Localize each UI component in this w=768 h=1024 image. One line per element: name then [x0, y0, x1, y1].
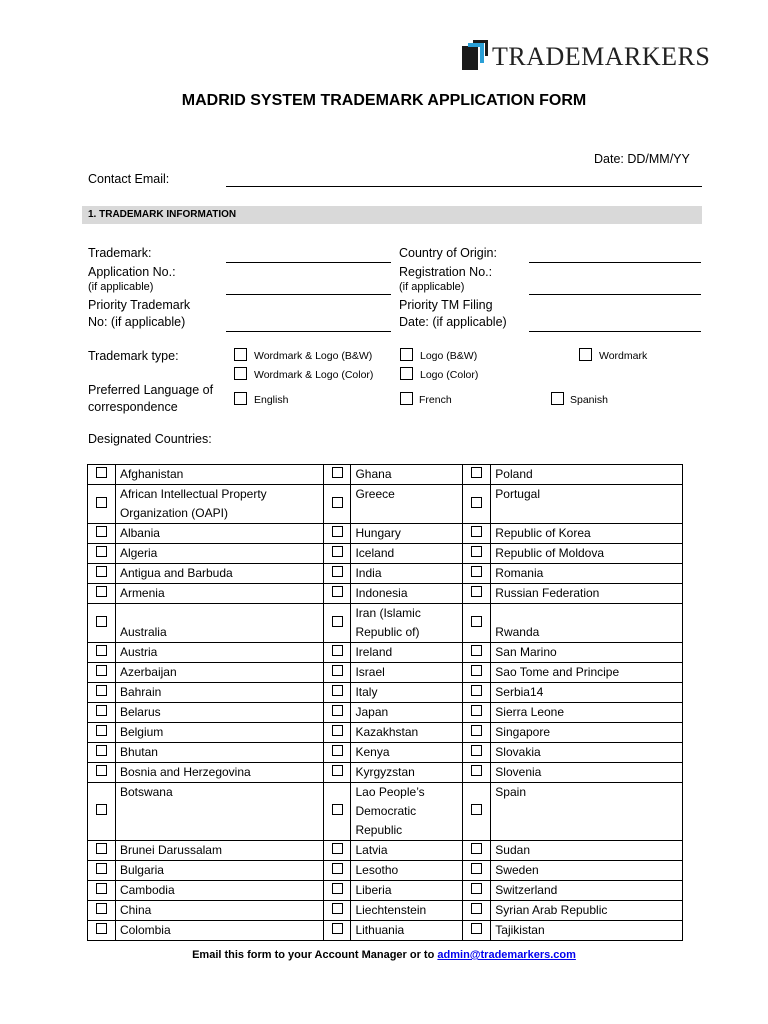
designated-countries-label: Designated Countries:: [88, 432, 212, 446]
country-name: Republic of Korea: [491, 524, 683, 544]
country-name: Bulgaria: [115, 861, 323, 881]
admin-email-link[interactable]: admin@trademarkers.com: [437, 949, 576, 961]
trademark-label: Trademark:: [88, 246, 152, 260]
country-name: Hungary: [351, 524, 463, 544]
country-checkbox-cell[interactable]: [88, 643, 116, 663]
country-name: Slovenia: [491, 763, 683, 783]
language-english-checkbox[interactable]: [234, 392, 247, 405]
country-row: [88, 881, 683, 901]
country-row: [88, 544, 683, 564]
country-checkbox-cell[interactable]: [323, 921, 351, 941]
country-name: Republic of Moldova: [491, 544, 683, 564]
country-checkbox-cell[interactable]: [463, 783, 491, 841]
country-row: [88, 743, 683, 763]
country-checkbox[interactable]: [471, 467, 482, 478]
logo-mark-icon: [460, 40, 488, 70]
country-checkbox-cell[interactable]: [463, 683, 491, 703]
country-checkbox[interactable]: [471, 863, 482, 874]
application-no-note: (if applicable): [88, 281, 154, 293]
country-name: Lao People’s Democratic Republic: [351, 783, 463, 841]
footer-text: Email this form to your Account Manager or to: [192, 949, 438, 961]
country-checkbox[interactable]: [96, 546, 107, 557]
country-checkbox[interactable]: [471, 546, 482, 557]
country-name: China: [115, 901, 323, 921]
country-row: [88, 763, 683, 783]
country-name: Syrian Arab Republic: [491, 901, 683, 921]
country-checkbox[interactable]: [96, 566, 107, 577]
country-name: Slovakia: [491, 743, 683, 763]
country-checkbox-cell[interactable]: [88, 783, 116, 841]
application-no-field[interactable]: [226, 294, 391, 295]
country-checkbox-cell[interactable]: [463, 703, 491, 723]
country-checkbox-cell[interactable]: [88, 901, 116, 921]
country-checkbox[interactable]: [332, 883, 343, 894]
language-english-label: English: [254, 394, 289, 406]
country-checkbox-cell[interactable]: [88, 663, 116, 683]
country-checkbox-cell[interactable]: [88, 703, 116, 723]
registration-no-label: Registration No.:: [399, 265, 493, 279]
country-checkbox-cell[interactable]: [323, 465, 351, 485]
type-logo-bw-checkbox[interactable]: [400, 348, 413, 361]
country-checkbox[interactable]: [332, 705, 343, 716]
country-name: Japan: [351, 703, 463, 723]
country-checkbox[interactable]: [471, 645, 482, 656]
country-name: Botswana: [115, 783, 323, 841]
country-name: Portugal: [491, 485, 683, 524]
country-checkbox[interactable]: [332, 566, 343, 577]
country-name: Latvia: [351, 841, 463, 861]
country-checkbox-cell[interactable]: [88, 564, 116, 584]
country-checkbox[interactable]: [471, 843, 482, 854]
country-checkbox[interactable]: [332, 843, 343, 854]
country-name: San Marino: [491, 643, 683, 663]
contact-email-field[interactable]: [226, 186, 702, 187]
country-checkbox-cell[interactable]: [463, 841, 491, 861]
language-french-label: French: [419, 394, 452, 406]
country-name: Sudan: [491, 841, 683, 861]
country-checkbox[interactable]: [332, 903, 343, 914]
countries-table: [87, 464, 683, 941]
country-checkbox[interactable]: [471, 745, 482, 756]
priority-tm-label-1: Priority Trademark: [88, 298, 191, 312]
country-checkbox[interactable]: [96, 665, 107, 676]
country-checkbox[interactable]: [332, 745, 343, 756]
priority-date-label-2: Date: (if applicable): [399, 315, 507, 329]
country-of-origin-field[interactable]: [529, 262, 701, 263]
country-checkbox-cell[interactable]: [88, 584, 116, 604]
country-row: [88, 485, 683, 524]
date-label: Date: DD/MM/YY: [594, 152, 690, 166]
country-checkbox-cell[interactable]: [88, 841, 116, 861]
country-checkbox-cell[interactable]: [463, 604, 491, 643]
country-name: Armenia: [115, 584, 323, 604]
country-row: [88, 465, 683, 485]
country-checkbox[interactable]: [332, 923, 343, 934]
country-checkbox-cell[interactable]: [323, 763, 351, 783]
page-title: MADRID SYSTEM TRADEMARK APPLICATION FORM: [181, 92, 587, 109]
country-checkbox-cell[interactable]: [323, 544, 351, 564]
country-name: Poland: [491, 465, 683, 485]
country-checkbox-cell[interactable]: [88, 921, 116, 941]
country-checkbox[interactable]: [471, 616, 482, 627]
section-header-trademark-info: [82, 206, 702, 224]
country-checkbox-cell[interactable]: [323, 743, 351, 763]
country-checkbox-cell[interactable]: [323, 683, 351, 703]
language-spanish-label: Spanish: [570, 394, 608, 406]
country-checkbox-cell[interactable]: [323, 783, 351, 841]
type-wordmark-label: Wordmark: [599, 350, 648, 362]
country-checkbox[interactable]: [96, 586, 107, 597]
country-checkbox-cell[interactable]: [88, 465, 116, 485]
country-checkbox-cell[interactable]: [88, 763, 116, 783]
country-name: Sierra Leone: [491, 703, 683, 723]
country-name: Liberia: [351, 881, 463, 901]
country-checkbox[interactable]: [96, 745, 107, 756]
country-name: Sao Tome and Principe: [491, 663, 683, 683]
country-checkbox[interactable]: [96, 903, 107, 914]
country-checkbox[interactable]: [96, 685, 107, 696]
country-checkbox[interactable]: [96, 467, 107, 478]
country-checkbox[interactable]: [471, 665, 482, 676]
country-checkbox[interactable]: [96, 923, 107, 934]
country-name: Liechtenstein: [351, 901, 463, 921]
country-checkbox[interactable]: [471, 765, 482, 776]
country-name: Lesotho: [351, 861, 463, 881]
country-checkbox-cell[interactable]: [323, 703, 351, 723]
country-of-origin-label: Country of Origin:: [399, 246, 497, 260]
country-name: Ireland: [351, 643, 463, 663]
country-checkbox-cell[interactable]: [463, 643, 491, 663]
country-name: Romania: [491, 564, 683, 584]
country-name: Lithuania: [351, 921, 463, 941]
trademark-type-label: Trademark type:: [88, 349, 179, 363]
country-name: Kazakhstan: [351, 723, 463, 743]
country-checkbox[interactable]: [332, 467, 343, 478]
country-checkbox[interactable]: [96, 843, 107, 854]
country-name: Singapore: [491, 723, 683, 743]
country-row: [88, 921, 683, 941]
country-row: [88, 663, 683, 683]
country-checkbox[interactable]: [471, 685, 482, 696]
country-name: Bhutan: [115, 743, 323, 763]
country-checkbox-cell[interactable]: [88, 544, 116, 564]
type-logo-color-checkbox[interactable]: [400, 367, 413, 380]
country-name: Belgium: [115, 723, 323, 743]
country-checkbox[interactable]: [96, 765, 107, 776]
country-name: Belarus: [115, 703, 323, 723]
country-row: [88, 841, 683, 861]
country-checkbox-cell[interactable]: [463, 921, 491, 941]
country-checkbox[interactable]: [471, 883, 482, 894]
country-checkbox-cell[interactable]: [463, 564, 491, 584]
country-checkbox-cell[interactable]: [323, 723, 351, 743]
country-name: Algeria: [115, 544, 323, 564]
section-title: 1. TRADEMARK INFORMATION: [88, 209, 237, 220]
country-checkbox-cell[interactable]: [463, 485, 491, 524]
country-checkbox[interactable]: [332, 586, 343, 597]
country-name: Israel: [351, 663, 463, 683]
country-checkbox-cell[interactable]: [88, 683, 116, 703]
country-checkbox-cell[interactable]: [463, 544, 491, 564]
country-checkbox[interactable]: [96, 883, 107, 894]
country-checkbox[interactable]: [332, 665, 343, 676]
trademarkers-logo: [460, 34, 711, 74]
country-checkbox[interactable]: [471, 923, 482, 934]
priority-date-label-1: Priority TM Filing: [399, 298, 493, 312]
language-french-checkbox[interactable]: [400, 392, 413, 405]
country-checkbox[interactable]: [332, 685, 343, 696]
type-wordmark-logo-bw-checkbox[interactable]: [234, 348, 247, 361]
country-checkbox[interactable]: [332, 546, 343, 557]
country-checkbox-cell[interactable]: [323, 524, 351, 544]
country-checkbox[interactable]: [96, 804, 107, 815]
country-name: Indonesia: [351, 584, 463, 604]
trademark-field[interactable]: [226, 262, 391, 263]
country-checkbox[interactable]: [471, 497, 482, 508]
country-name: Albania: [115, 524, 323, 544]
country-checkbox-cell[interactable]: [463, 861, 491, 881]
country-checkbox-cell[interactable]: [88, 723, 116, 743]
country-checkbox-cell[interactable]: [463, 763, 491, 783]
country-checkbox[interactable]: [471, 566, 482, 577]
country-checkbox-cell[interactable]: [323, 604, 351, 643]
country-checkbox-cell[interactable]: [463, 465, 491, 485]
country-checkbox-cell[interactable]: [323, 881, 351, 901]
country-checkbox[interactable]: [96, 863, 107, 874]
country-name: African Intellectual Property Organization (OAPI): [115, 485, 323, 524]
country-name: Bahrain: [115, 683, 323, 703]
country-checkbox[interactable]: [471, 903, 482, 914]
logo-text: TRADEMARKERS: [492, 42, 711, 71]
type-wordmark-checkbox[interactable]: [579, 348, 592, 361]
country-checkbox-cell[interactable]: [323, 643, 351, 663]
country-name: India: [351, 564, 463, 584]
type-logo-color-label: Logo (Color): [420, 369, 479, 381]
type-wordmark-logo-color-label: Wordmark & Logo (Color): [254, 369, 374, 381]
footer-note: [0, 949, 768, 961]
type-wordmark-logo-color-checkbox[interactable]: [234, 367, 247, 380]
country-name: Azerbaijan: [115, 663, 323, 683]
country-name: Sweden: [491, 861, 683, 881]
country-checkbox[interactable]: [471, 526, 482, 537]
country-checkbox-cell[interactable]: [323, 663, 351, 683]
country-checkbox[interactable]: [471, 705, 482, 716]
country-name: Iran (Islamic Republic of): [351, 604, 463, 643]
priority-tm-label-2: No: (if applicable): [88, 315, 186, 329]
country-name: Tajikistan: [491, 921, 683, 941]
country-row: [88, 901, 683, 921]
country-checkbox-cell[interactable]: [88, 881, 116, 901]
country-checkbox-cell[interactable]: [323, 841, 351, 861]
country-name: Afghanistan: [115, 465, 323, 485]
country-checkbox-cell[interactable]: [463, 743, 491, 763]
country-checkbox-cell[interactable]: [323, 564, 351, 584]
country-checkbox[interactable]: [471, 586, 482, 597]
country-name: Greece: [351, 485, 463, 524]
language-label-2: correspondence: [88, 400, 178, 414]
country-name: Serbia14: [491, 683, 683, 703]
type-wordmark-logo-bw-label: Wordmark & Logo (B&W): [254, 350, 373, 362]
country-checkbox-cell[interactable]: [88, 861, 116, 881]
country-checkbox[interactable]: [332, 804, 343, 815]
country-checkbox[interactable]: [96, 616, 107, 627]
country-checkbox[interactable]: [332, 616, 343, 627]
country-name: Antigua and Barbuda: [115, 564, 323, 584]
country-name: Kyrgyzstan: [351, 763, 463, 783]
priority-tm-field[interactable]: [226, 331, 391, 332]
country-name: Italy: [351, 683, 463, 703]
country-row: [88, 584, 683, 604]
country-checkbox[interactable]: [96, 705, 107, 716]
country-checkbox-cell[interactable]: [463, 901, 491, 921]
country-row: [88, 564, 683, 584]
country-row: [88, 604, 683, 643]
country-checkbox[interactable]: [332, 765, 343, 776]
country-checkbox-cell[interactable]: [323, 861, 351, 881]
country-checkbox[interactable]: [332, 725, 343, 736]
country-checkbox-cell[interactable]: [88, 743, 116, 763]
contact-email-label: Contact Email:: [88, 172, 170, 186]
country-checkbox[interactable]: [471, 725, 482, 736]
country-checkbox-cell[interactable]: [463, 723, 491, 743]
country-name: Ghana: [351, 465, 463, 485]
country-checkbox[interactable]: [332, 497, 343, 508]
country-checkbox[interactable]: [332, 645, 343, 656]
country-row: [88, 643, 683, 663]
country-checkbox-cell[interactable]: [323, 485, 351, 524]
country-name: Spain: [491, 783, 683, 841]
country-name: Bosnia and Herzegovina: [115, 763, 323, 783]
country-checkbox[interactable]: [96, 526, 107, 537]
registration-no-field[interactable]: [529, 294, 701, 295]
country-row: [88, 783, 683, 841]
language-spanish-checkbox[interactable]: [551, 392, 564, 405]
country-name: Austria: [115, 643, 323, 663]
country-checkbox-cell[interactable]: [463, 663, 491, 683]
country-checkbox[interactable]: [332, 863, 343, 874]
country-checkbox-cell[interactable]: [463, 584, 491, 604]
priority-date-field[interactable]: [529, 331, 701, 332]
country-checkbox[interactable]: [332, 526, 343, 537]
country-checkbox-cell[interactable]: [88, 524, 116, 544]
country-checkbox[interactable]: [471, 804, 482, 815]
country-checkbox-cell[interactable]: [463, 524, 491, 544]
country-name: Russian Federation: [491, 584, 683, 604]
type-logo-bw-label: Logo (B&W): [420, 350, 478, 362]
country-checkbox-cell[interactable]: [323, 584, 351, 604]
country-row: [88, 703, 683, 723]
country-name: Iceland: [351, 544, 463, 564]
country-name: Colombia: [115, 921, 323, 941]
country-name: Australia: [115, 604, 323, 643]
country-checkbox-cell[interactable]: [463, 881, 491, 901]
country-row: [88, 683, 683, 703]
country-name: Switzerland: [491, 881, 683, 901]
language-label-1: Preferred Language of: [88, 383, 214, 397]
country-checkbox[interactable]: [96, 497, 107, 508]
country-checkbox-cell[interactable]: [88, 604, 116, 643]
country-checkbox[interactable]: [96, 645, 107, 656]
registration-no-note: (if applicable): [399, 281, 465, 293]
country-name: Rwanda: [491, 604, 683, 643]
country-name: Kenya: [351, 743, 463, 763]
country-checkbox-cell[interactable]: [323, 901, 351, 921]
country-checkbox[interactable]: [96, 725, 107, 736]
application-no-label: Application No.:: [88, 265, 176, 279]
country-row: [88, 723, 683, 743]
country-checkbox-cell[interactable]: [88, 485, 116, 524]
country-name: Brunei Darussalam: [115, 841, 323, 861]
country-row: [88, 524, 683, 544]
country-row: [88, 861, 683, 881]
country-name: Cambodia: [115, 881, 323, 901]
